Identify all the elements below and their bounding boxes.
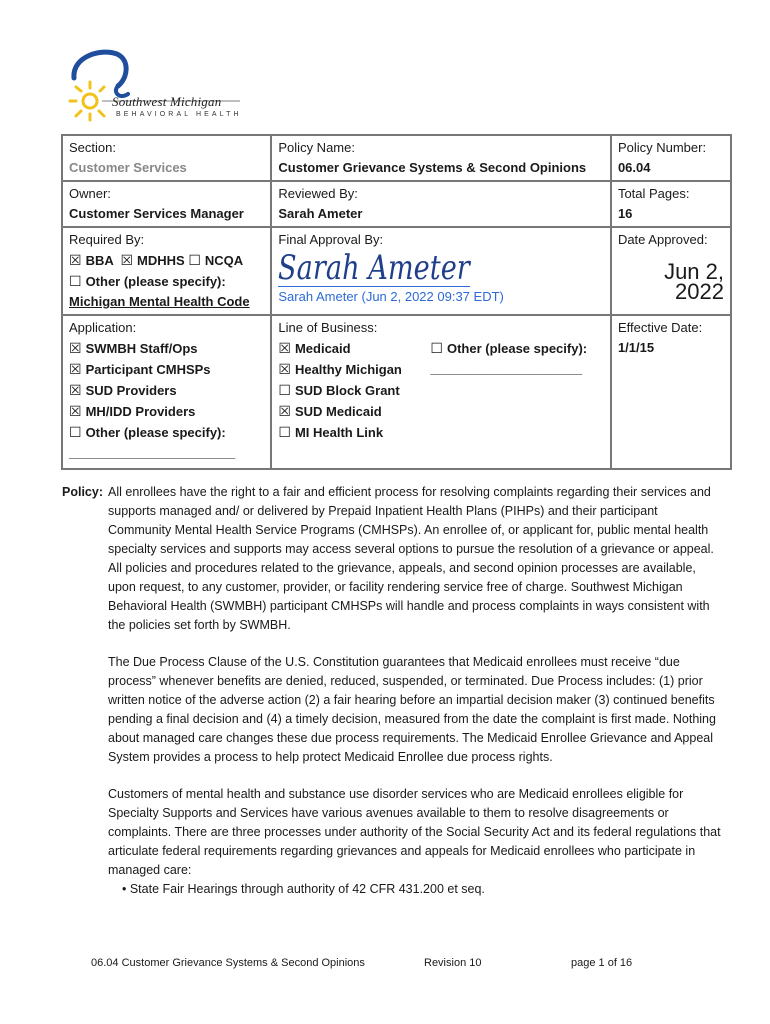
app-item: MH/IDD Providers bbox=[85, 404, 196, 419]
lob-other-blank: _____________________ bbox=[430, 361, 583, 376]
lob-item: Healthy Michigan bbox=[294, 362, 402, 377]
logo-name: Southwest Michigan bbox=[112, 94, 222, 109]
app-checkbox[interactable]: ☒ bbox=[69, 382, 82, 398]
policy-name-cell bbox=[271, 135, 611, 181]
signature-caption: Sarah Ameter (Jun 2, 2022 09:37 EDT) bbox=[278, 289, 504, 304]
effective-date-cell bbox=[611, 315, 731, 469]
app-checkbox[interactable]: ☒ bbox=[69, 403, 82, 419]
ncqa-label: NCQA bbox=[204, 253, 244, 268]
lob-checkbox[interactable]: ☒ bbox=[278, 403, 291, 419]
mdhhs-label: MDHHS bbox=[137, 253, 185, 268]
logo-tagline: BEHAVIORAL HEALTH bbox=[116, 111, 242, 118]
effective-date-value: 1/1/15 bbox=[617, 340, 655, 355]
required-other-label: Other (please specify): bbox=[85, 274, 226, 289]
date-approved-value: Jun 2, 2022 bbox=[664, 259, 724, 304]
footer-page-number: page 1 of 16 bbox=[571, 957, 633, 969]
app-checkbox[interactable]: ☒ bbox=[69, 361, 82, 377]
final-approval-label: Final Approval By: bbox=[278, 232, 384, 247]
section-cell bbox=[62, 135, 271, 181]
policy-number-value: 06.04 bbox=[617, 160, 651, 175]
lob-item: MI Health Link bbox=[294, 425, 384, 440]
owner-cell bbox=[62, 181, 271, 227]
mdhhs-checkbox[interactable]: ☒ bbox=[120, 252, 134, 268]
required-other-value: Michigan Mental Health Code bbox=[69, 294, 250, 309]
app-checkbox[interactable]: ☒ bbox=[69, 340, 82, 356]
final-approval-cell bbox=[271, 227, 611, 315]
effective-date-label: Effective Date: bbox=[617, 320, 703, 335]
lob-other-checkbox[interactable]: ☐ bbox=[430, 340, 443, 356]
lob-item: SUD Medicaid bbox=[294, 404, 382, 419]
lob-label: Line of Business: bbox=[278, 320, 378, 335]
app-item: SUD Providers bbox=[85, 383, 177, 398]
required-other-checkbox[interactable]: ☐ bbox=[69, 273, 82, 289]
policy-header-table bbox=[61, 134, 732, 470]
policy-paragraph-2: The Due Process Clause of the U.S. Constitution guarantees that Medicaid enrollees must receive “due process” whenever benefits are denied, reduced, suspended, or terminated. Due Process includes: (1) prior written notice of the adverse action (2) a fair hearing before an impartial decision maker (3) continued benefits pending a final decision and (4) a timely decision, measured from the date the complaint is first made. Nothing about managed care changes these due process requirements. The Medicaid Enrollee Grievance and Appeal System provides a process to help protect Medicaid Enrollee due process rights. bbox=[108, 655, 716, 764]
policy-label: Policy: bbox=[62, 485, 103, 499]
required-by-label: Required By: bbox=[69, 232, 145, 247]
total-pages-label: Total Pages: bbox=[617, 186, 690, 201]
policy-paragraph-3: Customers of mental health and substance use disorder services who are Medicaid enrollees eligible for Specialty Supports and Services have various avenues available to them to resolve disagreements or complaints. There are three processes under authority of the Social Security Act and its federal regulations that articulate federal requirements regarding grievances and appeals for Medicaid enrollees who participate in managed care: bbox=[108, 787, 721, 877]
line-of-business-cell bbox=[271, 315, 611, 469]
section-value: Customer Services bbox=[69, 160, 187, 175]
policy-bullet: • State Fair Hearings through authority of 42 CFR 431.200 et seq. bbox=[122, 882, 485, 896]
app-item: SWMBH Staff/Ops bbox=[85, 341, 198, 356]
owner-label: Owner: bbox=[69, 186, 111, 201]
lob-item: Medicaid bbox=[294, 341, 351, 356]
policy-section bbox=[62, 483, 722, 899]
application-label: Application: bbox=[69, 320, 137, 335]
total-pages-cell bbox=[611, 181, 731, 227]
section-label: Section: bbox=[69, 140, 116, 155]
bba-checkbox[interactable]: ☒ bbox=[69, 252, 82, 268]
app-checkbox[interactable]: ☐ bbox=[69, 424, 82, 440]
lob-checkbox[interactable]: ☐ bbox=[278, 424, 291, 440]
policy-name-value: Customer Grievance Systems & Second Opinions bbox=[278, 160, 587, 175]
application-cell bbox=[62, 315, 271, 469]
required-by-cell bbox=[62, 227, 271, 315]
lob-other-label: Other (please specify): bbox=[446, 341, 588, 356]
total-pages-value: 16 bbox=[617, 206, 633, 221]
lob-checkbox[interactable]: ☐ bbox=[278, 382, 291, 398]
policy-number-cell bbox=[611, 135, 731, 181]
app-item: Other (please specify): bbox=[85, 425, 226, 440]
policy-paragraph-1: All enrollees have the right to a fair and efficient process for resolving complaints regarding their services and supports managed and/ or delivered by Prepaid Inpatient Health Plans (PIHPs) and their participant Community Mental Health Service Programs (CMHSPs). An enrollee of, or applicant for, public mental health specialty services and supports may access several options to pursue the resolution of a grievance or appeal. All policies and procedures related to the grievance, appeals, and second opinion processes are available, upon request, to any customer, provider, or facility rendering service free of charge. Southwest Michigan Behavioral Health (SWMBH) participant CMHSPs will handle and process complaints in ways consistent with the policies set forth by SWMBH. bbox=[108, 485, 714, 632]
bba-label: BBA bbox=[85, 253, 114, 268]
reviewed-label: Reviewed By: bbox=[278, 186, 358, 201]
owner-value: Customer Services Manager bbox=[69, 206, 244, 221]
footer-doc-title: 06.04 Customer Grievance Systems & Second Opinions bbox=[91, 957, 365, 969]
app-other-blank: _______________________ bbox=[69, 445, 236, 460]
app-item: Participant CMHSPs bbox=[85, 362, 211, 377]
date-approved-cell bbox=[611, 227, 731, 315]
date-approved-label: Date Approved: bbox=[617, 232, 708, 247]
reviewed-value: Sarah Ameter bbox=[278, 206, 363, 221]
lob-item: SUD Block Grant bbox=[294, 383, 400, 398]
lob-checkbox[interactable]: ☒ bbox=[278, 340, 291, 356]
policy-name-label: Policy Name: bbox=[278, 140, 355, 155]
footer-revision: Revision 10 bbox=[424, 957, 482, 969]
ncqa-checkbox[interactable]: ☐ bbox=[188, 252, 201, 268]
reviewed-cell bbox=[271, 181, 611, 227]
policy-number-label: Policy Number: bbox=[617, 140, 707, 155]
signature: Sarah Ameter bbox=[278, 248, 471, 288]
lob-checkbox[interactable]: ☒ bbox=[278, 361, 291, 377]
